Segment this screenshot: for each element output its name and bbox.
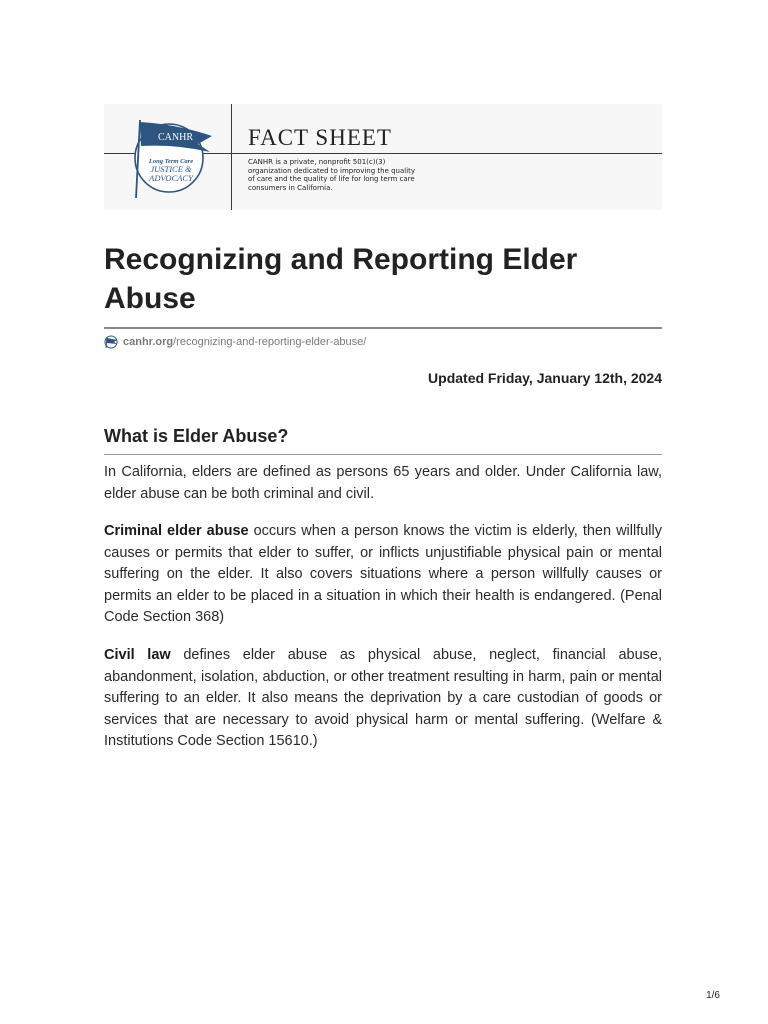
logo-org-text: CANHR [158, 132, 194, 143]
criminal-abuse-text: occurs when a person knows the victim is elderly, then willfully causes or permits that elder to suffer, or inflicts unjustifiable physical pain or mental suffering on the elder. It also covers situations where a person willfully causes or permits an elder to be placed in a situation in which their health is endangered. (Penal Code Section 368) [104, 523, 662, 625]
section-divider [104, 454, 662, 455]
page-number: 1/6 [706, 990, 720, 1001]
criminal-abuse-term: Criminal elder abuse [104, 523, 249, 539]
canhr-logo [126, 112, 216, 202]
logo-line3-text: ADVOCACY [149, 173, 193, 183]
paragraph-civil-law [104, 645, 662, 753]
paragraph-definition: In California, elders are defined as persons 65 years and older. Under California law, elder abuse can be both criminal and civil. [104, 464, 662, 502]
section-heading: What is Elder Abuse? [104, 426, 289, 446]
paragraph-criminal-abuse [104, 521, 662, 629]
logo-line2-text: JUSTICE & [150, 164, 192, 174]
fact-sheet-title: FACT SHEET [248, 125, 392, 150]
logo-line1-text: Long Term Care [148, 158, 194, 165]
civil-law-text: defines elder abuse as physical abuse, neglect, financial abuse, abandonment, isolation, abduction, or other treatment resulting in harm, pain or mental suffering to an elder. It also means the deprivation by a care custodian of goods or services that are necessary to avoid physical harm or mental suffering. (Welfare & Institutions Code Section 15610.) [104, 647, 662, 749]
updated-date: Updated Friday, January 12th, 2024 [428, 370, 662, 386]
title-divider [104, 327, 662, 329]
page-title: Recognizing and Reporting Elder Abuse [104, 243, 578, 315]
civil-law-term: Civil law [104, 647, 171, 663]
source-link[interactable] [104, 335, 366, 349]
source-domain: canhr.org [123, 336, 174, 348]
source-path: /recognizing-and-reporting-elder-abuse/ [173, 336, 367, 348]
organization-tagline: CANHR is a private, nonprofit 501(c)(3) organization dedicated to improving the quality of care and the quality of life for long term care consumers in California. [248, 158, 416, 192]
header-divider-vertical [231, 104, 232, 210]
canhr-favicon-icon [104, 335, 118, 349]
